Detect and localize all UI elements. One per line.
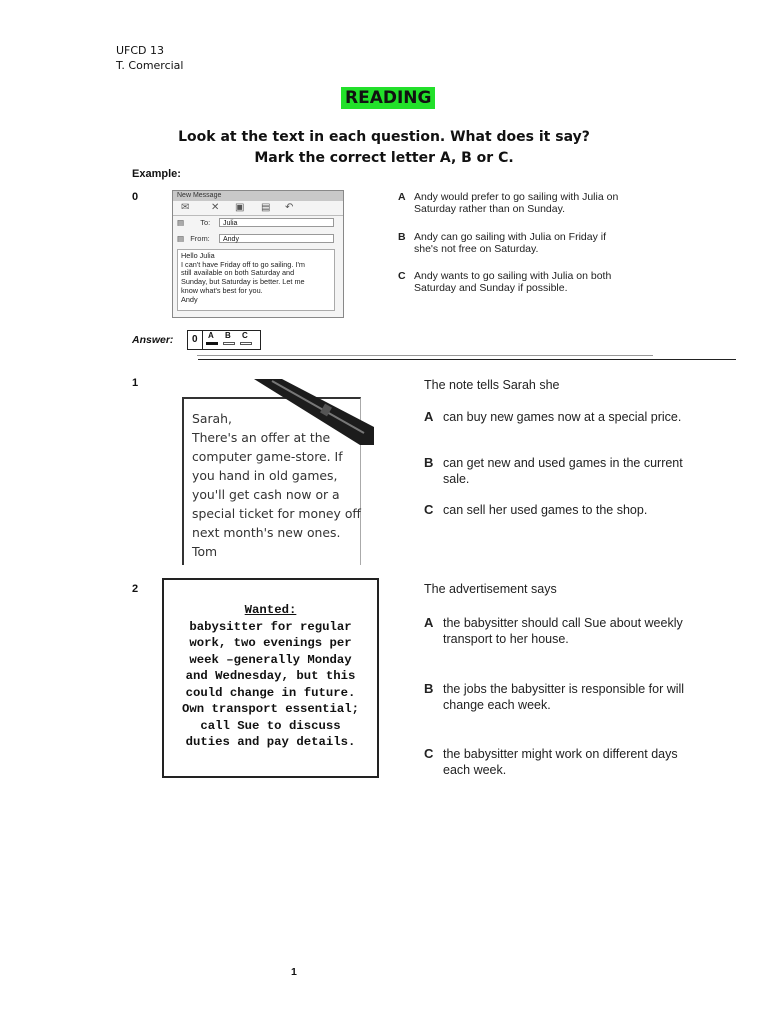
advertisement-line: call Sue to discuss xyxy=(200,718,341,733)
answer-divider xyxy=(202,331,203,349)
advertisement-box xyxy=(162,578,379,778)
advertisement-line: Own transport essential; xyxy=(181,702,360,716)
advertisement-line: babysitter for regular xyxy=(189,619,352,634)
advertisement-line: and Wednesday, but this xyxy=(185,669,356,683)
advertisement-heading: Wanted: xyxy=(244,603,297,617)
pen-icon xyxy=(252,377,376,457)
question-1-option-b xyxy=(424,455,724,489)
option-text: transport to her house. xyxy=(443,632,569,646)
copy-icon: ▣ xyxy=(235,202,245,213)
answer-mark-c[interactable] xyxy=(240,342,252,345)
email-body-line: still available on both Saturday and xyxy=(181,268,295,278)
example-label: Example: xyxy=(132,168,181,180)
option-text: Andy can go sailing with Julia on Friday if xyxy=(414,231,607,243)
paste-icon: ▤ xyxy=(261,202,271,213)
option-letter: B xyxy=(398,231,406,243)
instruction-line-2: Mark the correct letter A, B or C. xyxy=(254,150,514,166)
divider-thin xyxy=(197,355,653,356)
course-name: T. Comercial xyxy=(116,59,184,72)
question-2-option-a xyxy=(424,615,724,649)
email-body-line: Sunday, but Saturday is better. Let me xyxy=(181,277,305,287)
advertisement-line: could change in future. xyxy=(185,685,356,700)
address-book-icon: ▤ xyxy=(177,218,185,227)
question-2-option-c xyxy=(424,746,724,780)
option-text: change each week. xyxy=(443,698,551,712)
answer-mark-a[interactable] xyxy=(206,342,218,345)
address-book-icon: ▤ xyxy=(177,234,185,243)
email-body xyxy=(177,249,335,311)
option-text: sale. xyxy=(443,472,470,486)
to-label: To: xyxy=(200,218,211,227)
from-label: From: xyxy=(190,234,210,243)
instruction-line-1: Look at the text in each question. What does it say? xyxy=(178,129,590,145)
option-text: the jobs the babysitter is responsible for will xyxy=(443,682,685,696)
question-2-stem: The advertisement says xyxy=(424,582,557,596)
option-text: Saturday and Sunday if possible. xyxy=(414,282,568,294)
option-letter: B xyxy=(424,681,434,696)
answer-box xyxy=(187,330,261,350)
to-row xyxy=(177,218,210,227)
option-letter: C xyxy=(424,502,434,517)
advertisement-line: work, two evenings per xyxy=(189,636,352,650)
answer-letter-b: B xyxy=(225,331,231,340)
email-body-line: I can't have Friday off to go sailing. I'm xyxy=(181,259,305,269)
answer-label: Answer: xyxy=(132,334,174,346)
advertisement-line: duties and pay details. xyxy=(185,735,356,749)
answer-number: 0 xyxy=(192,334,198,345)
from-row xyxy=(177,234,210,243)
email-window-title: New Message xyxy=(173,191,343,201)
divider xyxy=(198,359,736,360)
option-text: the babysitter might work on different days xyxy=(443,747,678,761)
undo-icon: ↶ xyxy=(285,202,294,213)
cut-icon: ✕ xyxy=(211,202,220,213)
email-toolbar xyxy=(173,201,343,216)
question-2-option-b xyxy=(424,681,724,715)
example-option-a xyxy=(398,191,698,217)
page-title: READING xyxy=(341,87,435,109)
option-letter: B xyxy=(424,455,434,470)
advertisement-text xyxy=(164,602,377,751)
answer-letter-a: A xyxy=(208,331,214,340)
email-body-line: Andy xyxy=(181,294,198,304)
option-text: she's not free on Saturday. xyxy=(414,243,539,255)
email-body-line: know what's best for you. xyxy=(181,285,263,295)
question-2-number: 2 xyxy=(132,583,139,595)
advertisement-line: week –generally Monday xyxy=(189,652,352,667)
option-letter: C xyxy=(424,746,434,761)
option-letter: A xyxy=(424,409,434,424)
option-letter: A xyxy=(398,191,406,203)
answer-mark-b[interactable] xyxy=(223,342,235,345)
option-letter: C xyxy=(398,270,406,282)
to-field: Julia xyxy=(219,218,334,227)
question-1-option-c xyxy=(424,502,724,520)
option-text: each week. xyxy=(443,763,507,777)
answer-letter-c: C xyxy=(242,331,248,340)
option-text: Andy wants to go sailing with Julia on both xyxy=(414,270,612,282)
from-field: Andy xyxy=(219,234,334,243)
option-text: the babysitter should call Sue about weekly xyxy=(443,616,683,630)
option-text: can get new and used games in the current xyxy=(443,456,683,470)
example-option-b xyxy=(398,231,698,257)
course-code: UFCD 13 xyxy=(116,44,165,57)
email-body-line: Hello Julia xyxy=(181,251,215,260)
question-1-option-a xyxy=(424,409,724,427)
question-1-stem: The note tells Sarah she xyxy=(424,378,560,392)
send-icon: ✉ xyxy=(181,202,190,213)
example-number: 0 xyxy=(132,191,139,203)
option-text: can buy new games now at a special price. xyxy=(443,410,682,424)
page-number: 1 xyxy=(291,966,297,978)
option-letter: A xyxy=(424,615,434,630)
email-window xyxy=(172,190,344,318)
option-text: Andy would prefer to go sailing with Julia on xyxy=(414,191,619,203)
option-text: Saturday rather than on Sunday. xyxy=(414,203,565,215)
note-text: Sarah, There's an offer at the computer game-store. If you hand in old games, you'll get cash now or a special ticket for money off next month's new ones. Tom xyxy=(192,411,361,559)
option-text: can sell her used games to the shop. xyxy=(443,503,648,517)
question-1-number: 1 xyxy=(132,377,139,389)
example-option-c xyxy=(398,270,698,296)
